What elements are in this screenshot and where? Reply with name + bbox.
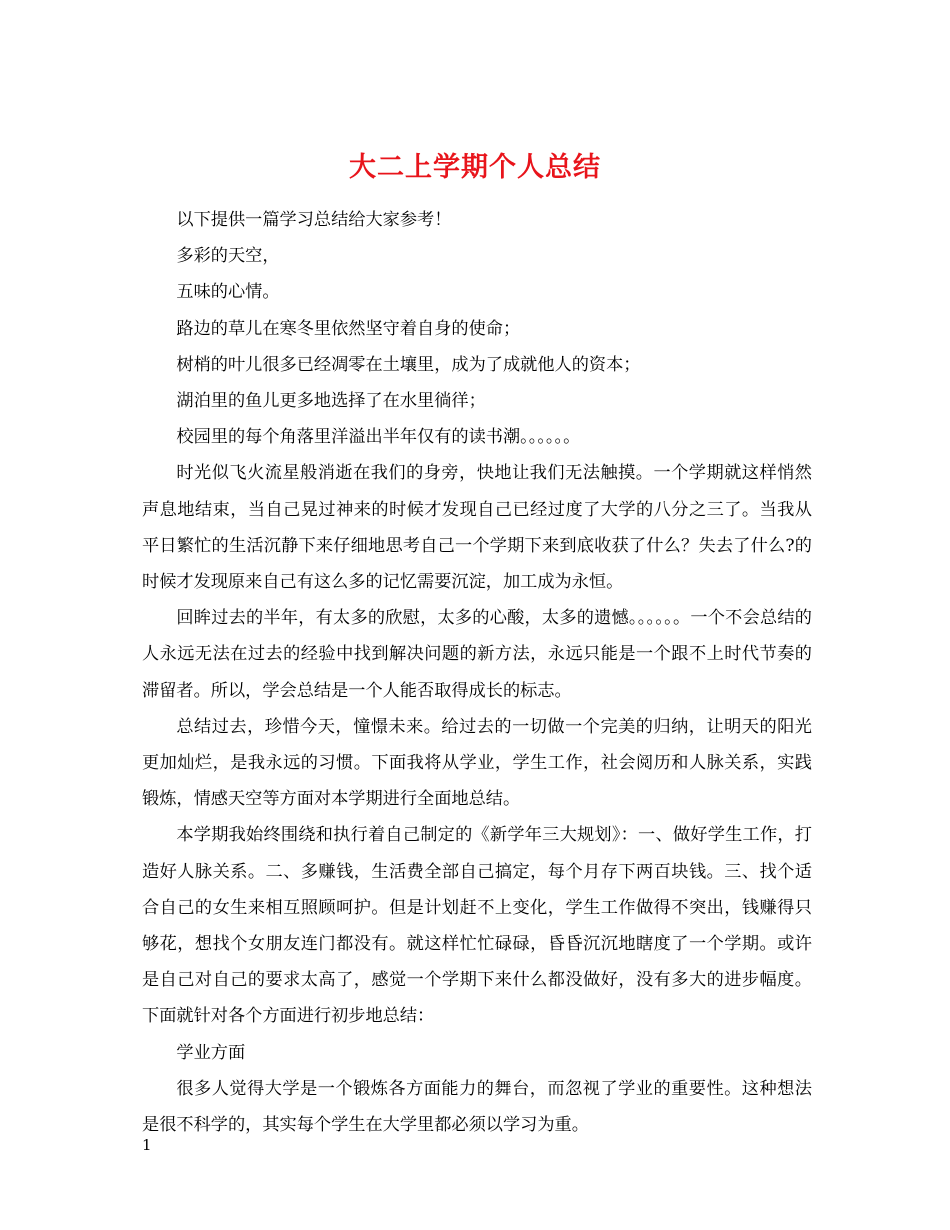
paragraph: 很多人觉得大学是一个锻炼各方面能力的舞台，而忽视了学业的重要性。这种想法是很不科学的，其实每个学生在大学里都必须以学习为重。	[142, 1078, 812, 1136]
paragraph: 路边的草儿在寒冬里依然坚守着自身的使命；	[176, 318, 521, 339]
paragraph: 本学期我始终围绕和执行着自己制定的《新学年三大规划》：一、做好学生工作，打造好人脉关系。二、多赚钱，生活费全部自己搞定，每个月存下两百块钱。三、找个适合自己的女生来相互照顾呵护。但是计划赶不上变化，学生工作做得不突出，钱赚得只够花，想找个女朋友连门都没有。就这样忙忙碌碌，昏昏沉沉地瞎度了一个学期。或许是自己对自己的要求太高了，感觉一个学期下来什么都没做好，没有多大的进步幅度。下面就针对各个方面进行初步地总结：	[142, 825, 812, 1027]
section-heading: 学业方面	[176, 1042, 246, 1063]
paragraph: 总结过去，珍惜今天，憧憬未来。给过去的一切做一个完美的归纳，让明天的阳光更加灿烂，是我永远的习惯。下面我将从学业，学生工作，社会阅历和人脉关系，实践锻炼，情感天空等方面对本学期进行全面地总结。	[142, 716, 812, 810]
paragraph: 时光似飞火流星般消逝在我们的身旁，快地让我们无法触摸。一个学期就这样悄然声息地结束，当自己晃过神来的时候才发现自己已经过度了大学的八分之三了。当我从平日繁忙的生活沉静下来仔细地思考自己一个学期下来到底收获了什么？失去了什么?的时候才发现原来自己有这么多的记忆需要沉淀，加工成为永恒。	[142, 463, 812, 593]
paragraph: 以下提供一篇学习总结给大家参考！	[176, 210, 452, 230]
paragraph: 校园里的每个角落里洋溢出半年仅有的读书潮。。。。。。	[176, 427, 581, 448]
paragraph: 五味的心情。	[176, 282, 280, 303]
document-title: 大二上学期个人总结	[349, 152, 601, 184]
document-body	[142, 202, 812, 1143]
paragraph: 树梢的叶儿很多已经凋零在土壤里，成为了成就他人的资本；	[176, 354, 641, 375]
page-number: 1	[142, 1136, 152, 1154]
paragraph: 湖泊里的鱼儿更多地选择了在水里徜徉；	[176, 391, 486, 412]
paragraph: 多彩的天空，	[176, 246, 280, 267]
paragraph: 回眸过去的半年，有太多的欣慰，太多的心酸，太多的遗憾。。。。。。一个不会总结的人永远无法在过去的经验中找到解决问题的新方法，永远只能是一个跟不上时代节奏的滞留者。所以，学会总结是一个人能否取得成长的标志。	[142, 608, 812, 701]
